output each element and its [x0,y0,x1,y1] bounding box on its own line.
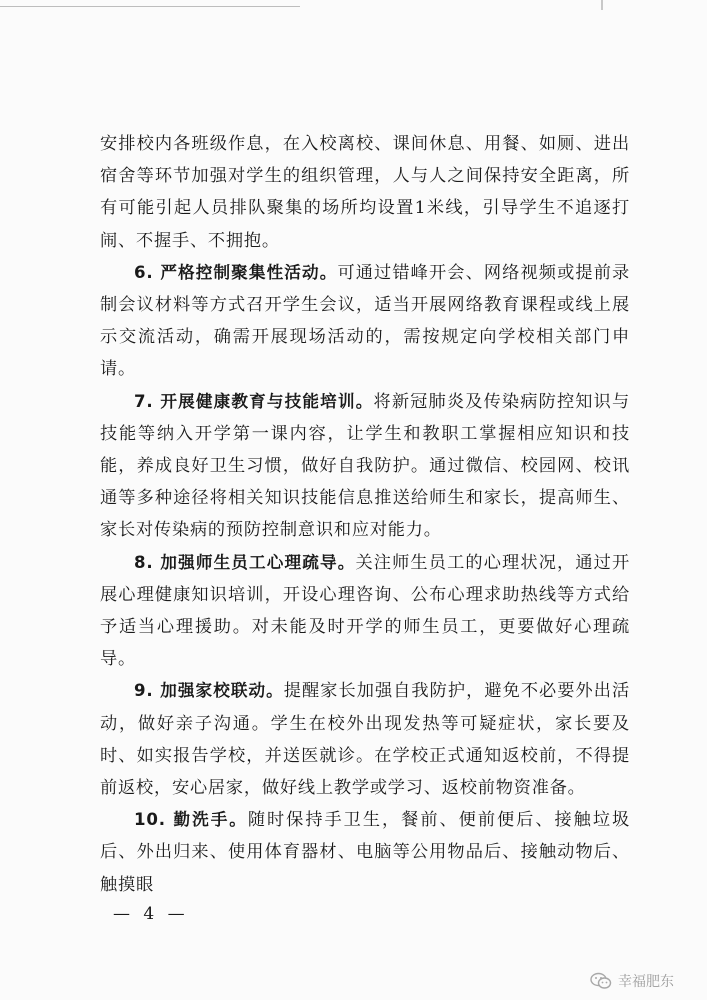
wechat-icon [590,972,612,990]
paragraph-7 [100,386,630,547]
paragraph-text: 将新冠肺炎及传染病防控知识与技能等纳入开学第一课内容，让学生和教职工掌握相应知识和技能，养成良好卫生习惯，做好自我防护。通过微信、校园网、校讯通等多种途径将相关知识技能信息推送给师生和家长，提高师生、家长对传染病的预防控制意识和应对能力。 [100,391,630,541]
paragraph-heading: 7. 开展健康教育与技能培训。 [134,391,374,411]
body-text [100,128,630,901]
paragraph-heading: 6. 严格控制聚集性活动。 [134,262,338,282]
paragraph-continued [100,128,630,257]
top-rule [0,6,300,7]
paragraph-9 [100,675,630,804]
watermark-text: 幸福肥东 [618,974,674,990]
top-mark [601,0,603,10]
paragraph-text: 随时保持手卫生，餐前、便前便后、接触垃圾后、外出归来、使用体育器材、电脑等公用物品后、接触动物后、触摸眼 [100,810,630,895]
paragraph-heading: 9. 加强家校联动。 [134,681,284,701]
paragraph-text: 提醒家长加强自我防护，避免不必要外出活动，做好亲子沟通。学生在校外出现发热等可疑症状，家长要及时、如实报告学校，并送医就诊。在学校正式通知返校前，不得提前返校，安心居家，做好线上教学或学习、返校前物资准备。 [100,681,630,799]
paragraph-8 [100,547,630,676]
paragraph-text: 安排校内各班级作息，在入校离校、课间休息、用餐、如厕、进出宿舍等环节加强对学生的组织管理，人与人之间保持安全距离，所有可能引起人员排队聚集的场所均设置1米线，引导学生不追逐打闹、不握手、不拥抱。 [100,134,630,251]
paragraph-heading: 10. 勤洗手。 [134,810,248,830]
paragraph-text: 关注师生员工的心理状况，通过开展心理健康知识培训，开设心理咨询、公布心理求助热线等方式给予适当心理援助。对未能及时开学的师生员工，更要做好心理疏导。 [100,552,630,670]
watermark [590,970,674,992]
paragraph-6 [100,257,630,386]
paragraph-heading: 8. 加强师生员工心理疏导。 [134,552,356,572]
paragraph-10 [100,804,630,901]
page-number: — 4 — [113,904,189,924]
paragraph-text: 可通过错峰开会、网络视频或提前录制会议材料等方式召开学生会议，适当开展网络教育课程或线上展示交流活动，确需开展现场活动的，需按规定向学校相关部门申请。 [100,262,630,380]
